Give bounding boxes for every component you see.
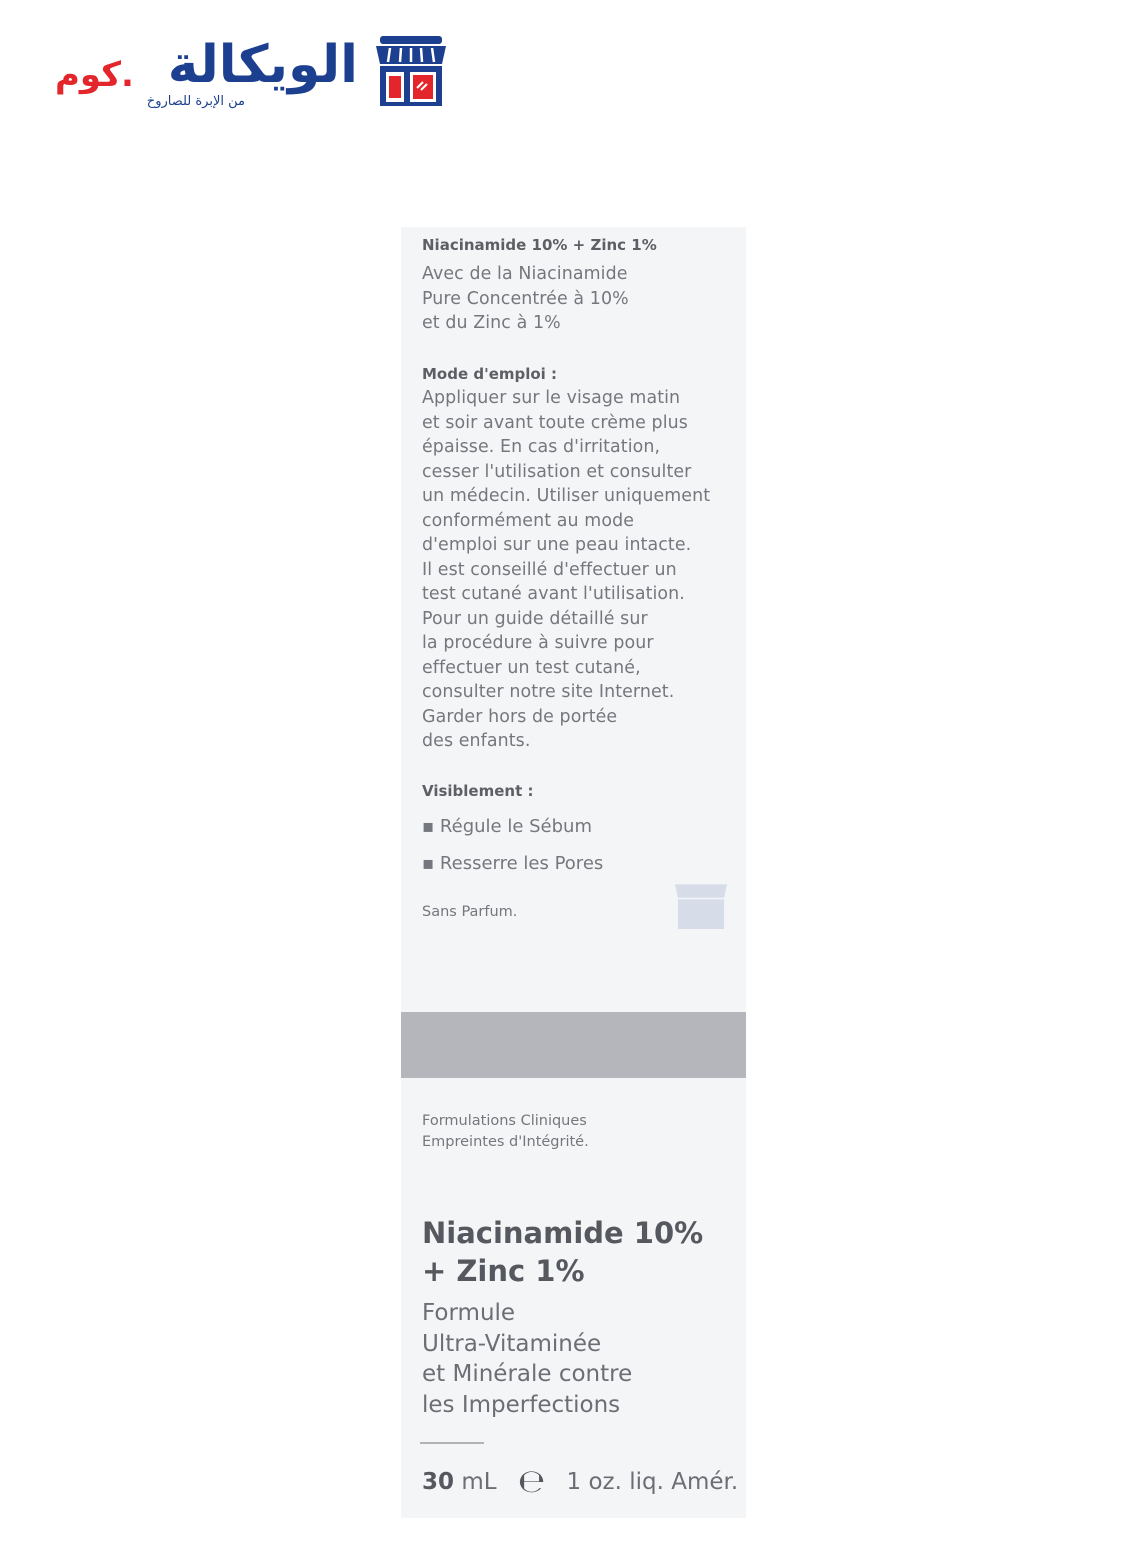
formulations-line: Empreintes d'Intégrité. [422,1134,589,1150]
bullet-label: Resserre les Pores [439,853,604,874]
box-header: Niacinamide 10% + Zinc 1% [422,236,657,254]
bullet-icon: ▪ [422,853,440,874]
mode-line: Appliquer sur le visage matin [422,388,681,408]
mode-line: conformément au mode [422,510,635,531]
intro-line: Pure Concentrée à 10% [422,288,629,309]
product-subtitle-line: les Imperfections [422,1391,621,1418]
bullet-icon: ▪ [422,816,440,837]
formulations-text [422,1111,589,1153]
intro-line: Avec de la Niacinamide [422,264,628,284]
watermark-logo [480,870,730,940]
mode-line: un médecin. Utiliser uniquement [422,486,711,506]
mode-line: Il est conseillé d'effectuer un [422,559,677,580]
mode-line: cesser l'utilisation et consulter [422,461,692,482]
product-subtitle-line: Formule [422,1300,516,1326]
mode-line: test cutané avant l'utilisation. [422,584,685,604]
intro-text [422,262,629,336]
product-subtitle-line: et Minérale contre [422,1361,633,1387]
mode-instructions [422,386,710,754]
mode-line: épaisse. En cas d'irritation, [422,437,661,457]
product-subtitle [422,1298,632,1420]
product-title-line: Niacinamide 10% [422,1216,704,1250]
volume-unit: mL [461,1469,497,1495]
mode-line: effectuer un test cutané, [422,657,641,678]
volume-oz: 1 oz. liq. Amér. [566,1469,739,1495]
site-logo[interactable] [55,30,450,115]
estimated-sign-icon: ℮ [517,1462,546,1500]
logo-brand-text: الويكالة [167,35,358,95]
mode-line: consulter notre site Internet. [422,682,675,702]
mode-line: la procédure à suivre pour [422,633,654,653]
intro-line: et du Zinc à 1% [422,313,561,333]
sans-parfum: Sans Parfum. [422,904,518,920]
product-title-line: + Zinc 1% [422,1254,585,1288]
mode-line: des enfants. [422,731,531,751]
logo-suffix: .كوم [55,55,134,95]
mode-line: et soir avant toute crème plus [422,412,688,433]
product-subtitle-line: Ultra-Vitaminée [422,1330,602,1357]
mode-line: Garder hors de portée [422,706,618,727]
mode-line: Pour un guide détaillé sur [422,608,648,629]
volume-line [422,1462,738,1500]
shop-icon [372,32,450,110]
bullet-label: Régule le Sébum [439,816,592,837]
divider-rule [420,1442,484,1444]
watermark-shop-icon [672,874,730,932]
mode-line: d'emploi sur une peau intacte. [422,535,692,555]
mode-title: Mode d'emploi : [422,365,558,383]
bullet-item [422,816,592,837]
formulations-line: Formulations Cliniques [422,1113,587,1129]
grey-band [401,1012,746,1078]
visible-title: Visiblement : [422,782,534,800]
volume-ml: 30 [422,1469,455,1495]
product-title [422,1214,703,1290]
logo-tagline: من الإبرة للصاروخ [146,94,245,109]
